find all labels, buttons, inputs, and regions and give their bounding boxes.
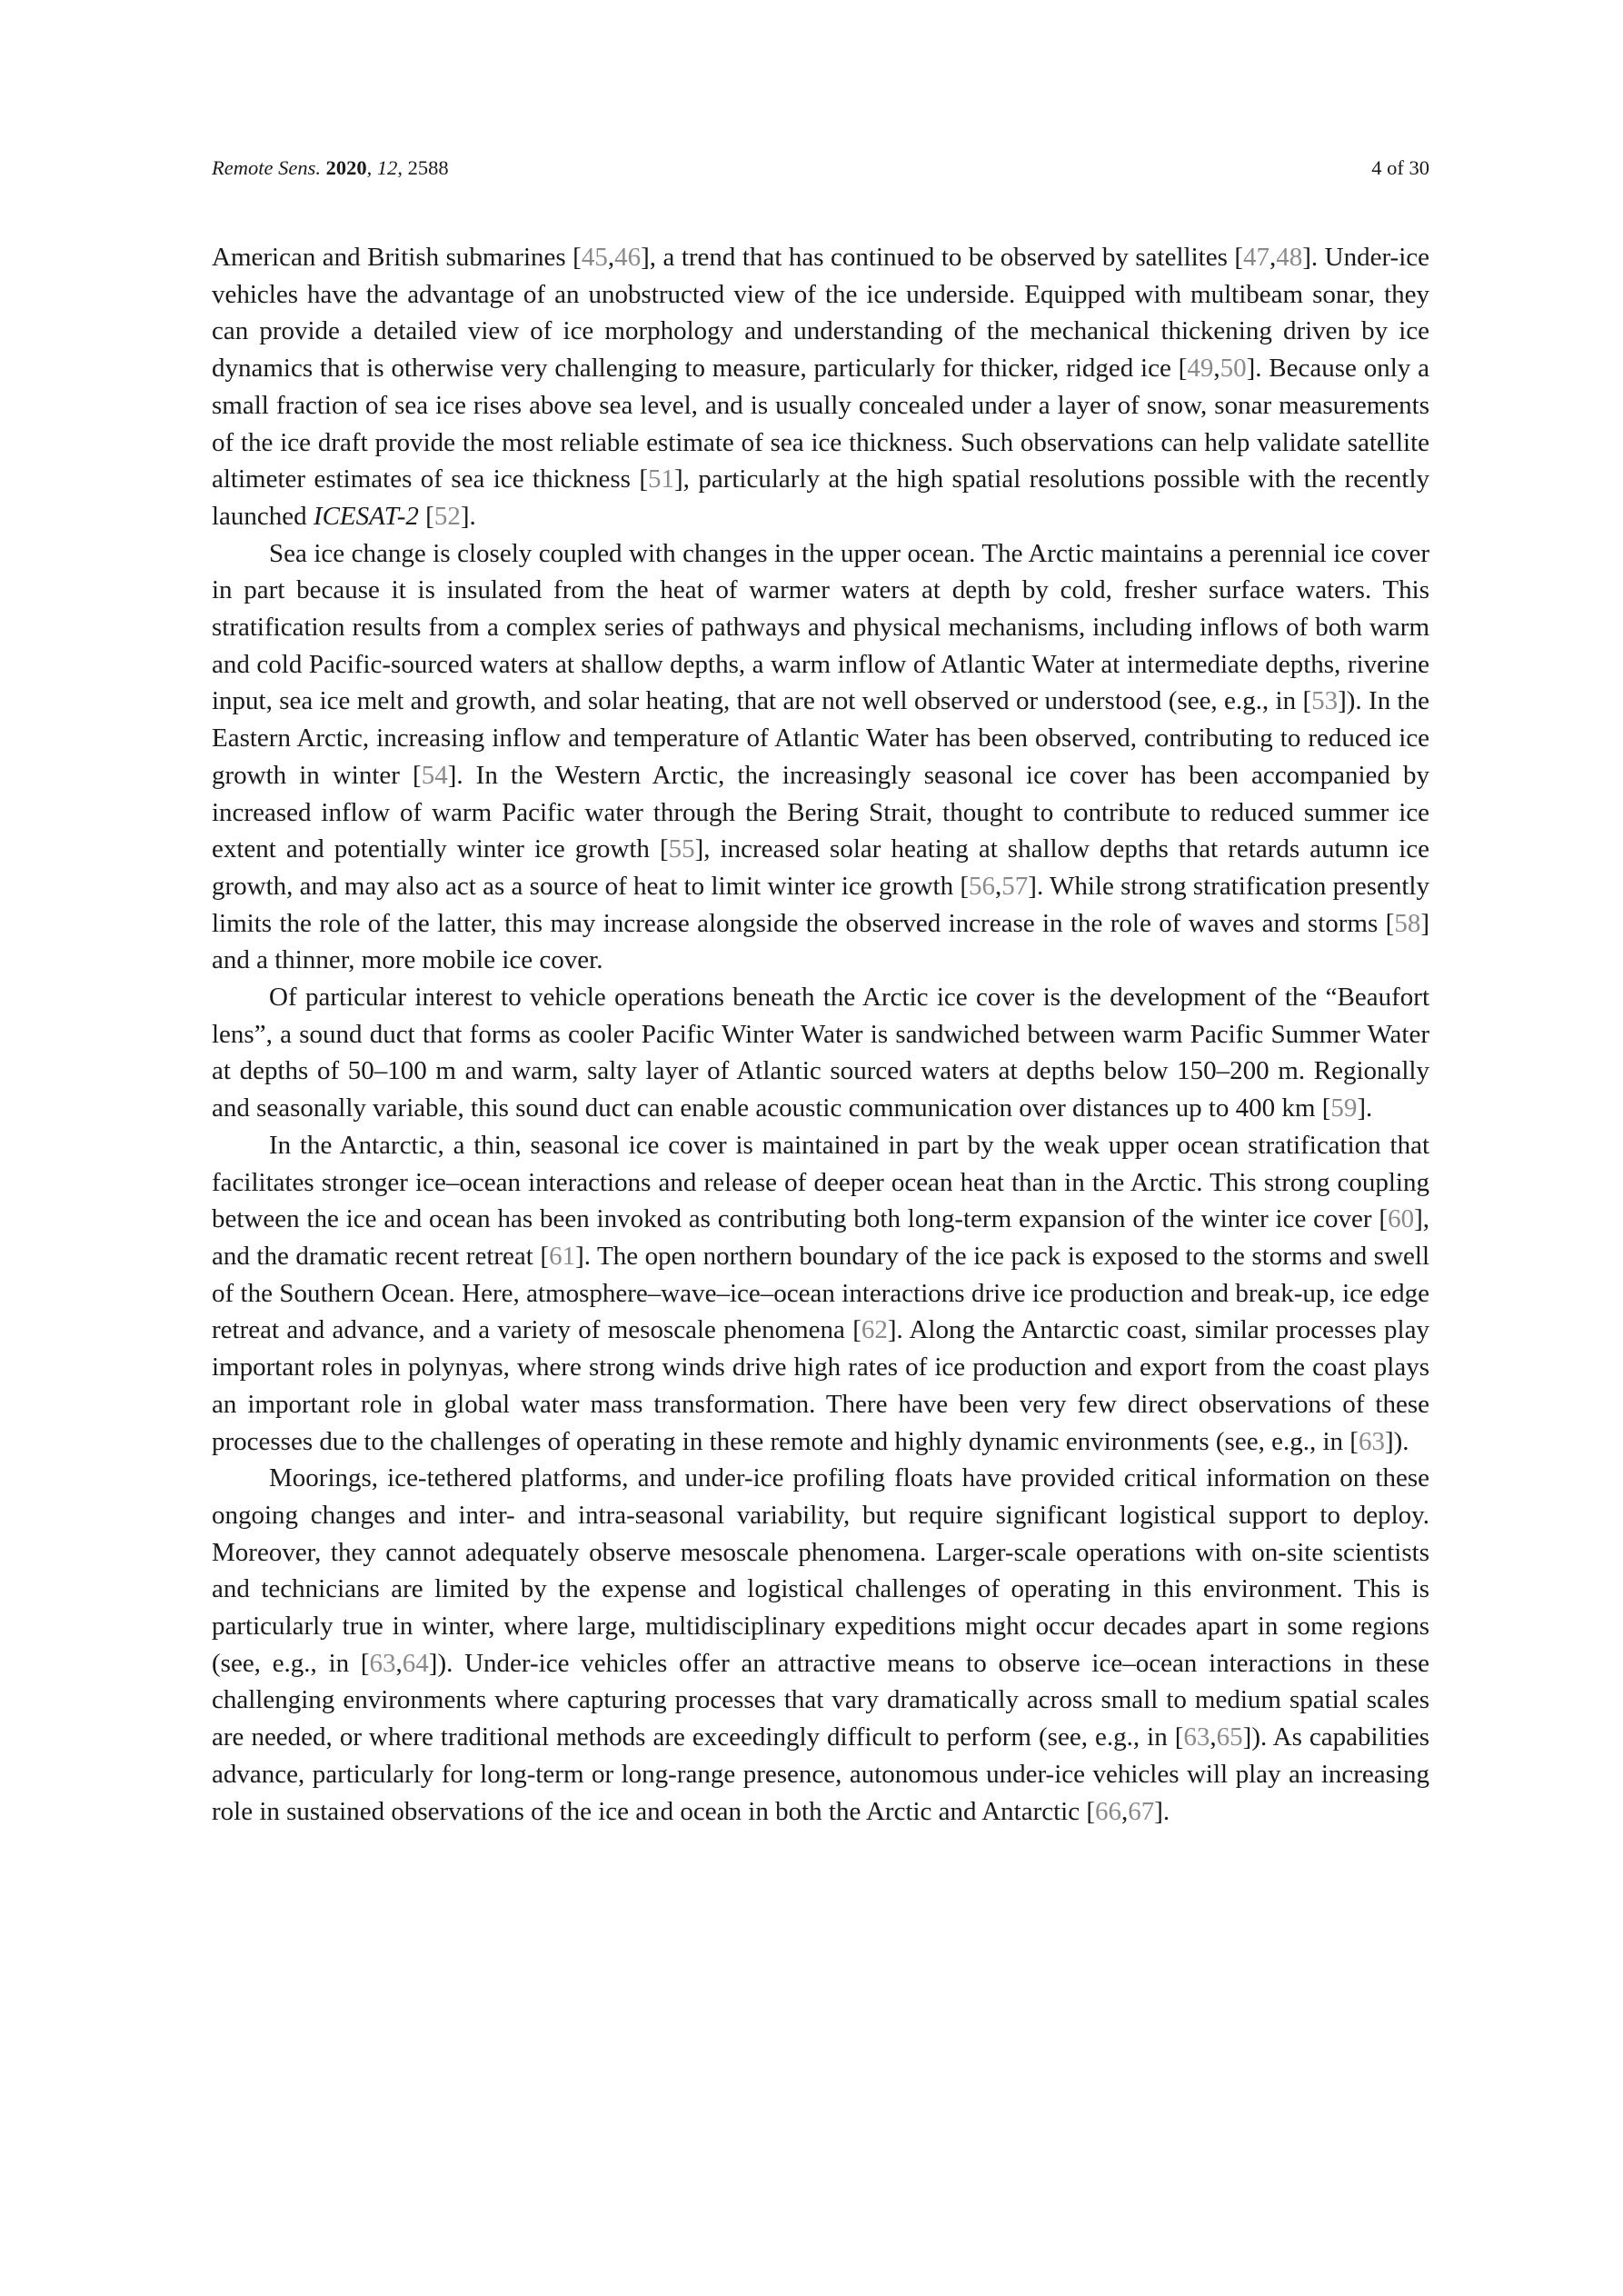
text-run: ].: [460, 501, 476, 531]
citation-link[interactable]: 67: [1128, 1796, 1155, 1826]
citation-link[interactable]: 51: [648, 464, 675, 494]
text-run: ,: [995, 871, 1002, 901]
text-run: ].: [1357, 1093, 1373, 1123]
citation-link[interactable]: 45: [581, 243, 608, 272]
citation-link[interactable]: 62: [861, 1315, 888, 1345]
citation-link[interactable]: 66: [1095, 1796, 1121, 1826]
citation-link[interactable]: 61: [549, 1241, 576, 1271]
text-run: ]. Along the Antarctic coast, similar processes play important roles in polynyas, where strong winds drive high rates of ice production and export from the coast plays an important role in global water mass transformation. There have been very few direct observations of these processes due to the challenges of operating in these remote and highly dynamic environments (see, e.g., in [: [212, 1315, 1429, 1456]
text-run: ,: [1210, 1722, 1217, 1752]
article-number: 2588: [407, 156, 449, 179]
paragraph: [212, 1460, 1429, 1830]
text-run: ]. While strong stratification presently limits the role of the latter, this may increase alongside the observed increase in the role of waves and storms [: [212, 871, 1429, 938]
text-run: ], a trend that has continued to be observed by satellites [: [641, 243, 1244, 272]
paragraph: [212, 1127, 1429, 1460]
citation-link[interactable]: 58: [1394, 908, 1421, 938]
paragraph: [212, 979, 1429, 1127]
running-header: [212, 152, 1429, 185]
text-run: In the Antarctic, a thin, seasonal ice cover is maintained in part by the weak upper ocean stratification that facilitates stronger ice–ocean interactions and release of deeper ocean heat than in the Arctic. This strong coupling between the ice and ocean has been invoked as contributing both long-term expansion of the winter ice cover [: [212, 1130, 1429, 1234]
journal-year: 2020: [325, 156, 367, 179]
citation-link[interactable]: 48: [1276, 243, 1303, 272]
text-run: ,: [1270, 243, 1277, 272]
text-run: ] and a thinner, more mobile ice cover.: [212, 908, 1429, 975]
text-run: ], and the dramatic recent retreat [: [212, 1204, 1429, 1271]
citation-link[interactable]: 65: [1216, 1722, 1243, 1752]
page-number: 4 of 30: [1371, 156, 1429, 179]
text-run: ]. Because only a small fraction of sea ice rises above sea level, and is usually concealed under a layer of snow, sonar measurements of the ice draft provide the most reliable estimate of sea ice thickness. Such observations can help validate satellite altimeter estimates of sea ice thickness [: [212, 354, 1429, 494]
text-run: [: [418, 501, 434, 531]
citation-link[interactable]: 57: [1001, 871, 1029, 901]
citation-link[interactable]: 63: [1183, 1722, 1210, 1752]
paragraph: [212, 239, 1429, 535]
text-run: ]). As capabilities advance, particularly for long-term or long-range presence, autonomous under-ice vehicles will play an increasing role in sustained observations of the ice and ocean in both the Arctic and Antarctic [: [212, 1722, 1429, 1826]
paragraph: [212, 535, 1429, 979]
citation-link[interactable]: 53: [1311, 686, 1339, 716]
citation-link[interactable]: 47: [1243, 243, 1270, 272]
text-run: ]). In the Eastern Arctic, increasing inflow and temperature of Atlantic Water has been observed, contributing to reduced ice growth in winter [: [212, 686, 1429, 790]
citation-link[interactable]: 60: [1388, 1204, 1415, 1234]
citation-link[interactable]: 63: [1358, 1426, 1385, 1456]
text-run: ]. Under-ice vehicles have the advantage of an unobstructed view of the ice underside. Equipped with multibeam sonar, they can provide a detailed view of ice morphology and understanding of the mechanical thickening driven by ice dynamics that is otherwise very challenging to measure, particularly for thicker, ridged ice [: [212, 243, 1430, 384]
citation-link[interactable]: 50: [1220, 354, 1247, 384]
text-run: Moorings, ice-tethered platforms, and under-ice profiling floats have provided critical information on these ongoing changes and inter- and intra-seasonal variability, but require significant logistical support to deploy. Moreover, they cannot adequately observe mesoscale phenomena. Larger-scale operations with on-site scientists and technicians are limited by the expense and logistical challenges of operating in this environment. This is particularly true in winter, where large, multidisciplinary expeditions might occur decades apart in some regions (see, e.g., in [: [212, 1463, 1429, 1678]
text-run: ], increased solar heating at shallow depths that retards autumn ice growth, and may also act as a source of heat to limit winter ice growth [: [212, 834, 1429, 901]
text-run: American and British submarines [: [212, 243, 582, 272]
citation-link[interactable]: 49: [1187, 354, 1214, 384]
text-run: ]). Under-ice vehicles offer an attractive means to observe ice–ocean interactions in these challenging environments where capturing processes that vary dramatically across small to medium spatial scales are needed, or where traditional methods are exceedingly difficult to perform (see, e.g., in [: [212, 1648, 1429, 1752]
text-run: Sea ice change is closely coupled with changes in the upper ocean. The Arctic maintains a perennial ice cover in part because it is insulated from the heat of warmer waters at depth by cold, fresher surface waters. This stratification results from a complex series of pathways and physical mechanisms, including inflows of both warm and cold Pacific-sourced waters at shallow depths, a warm inflow of Atlantic Water at intermediate depths, riverine input, sea ice melt and growth, and solar heating, that are not well observed or understood (see, e.g., in [: [212, 538, 1429, 716]
text-run: ,: [395, 1648, 403, 1678]
citation-link[interactable]: 64: [402, 1648, 429, 1678]
citation-link[interactable]: 63: [369, 1648, 396, 1678]
text-run: ]. The open northern boundary of the ice pack is exposed to the storms and swell of the Southern Ocean. Here, atmosphere–wave–ice–ocean interactions drive ice production and break-up, ice edge retreat and advance, and a variety of mesoscale phenomena [: [212, 1241, 1429, 1345]
citation-link[interactable]: 52: [433, 501, 461, 531]
text-run: ]. In the Western Arctic, the increasingly seasonal ice cover has been accompanied by increased inflow of warm Pacific water through the Bering Strait, thought to contribute to reduced summer ice extent and potentially winter ice growth [: [212, 760, 1429, 864]
text-run: ,: [1121, 1796, 1129, 1826]
text-run: ].: [1154, 1796, 1170, 1826]
text-run: ]).: [1384, 1426, 1409, 1456]
italic-term: ICESAT-2: [313, 501, 419, 531]
text-run: ], particularly at the high spatial resolutions possible with the recently launched: [212, 464, 1429, 531]
citation-link[interactable]: 46: [614, 243, 642, 272]
citation-link[interactable]: 54: [421, 760, 448, 790]
journal-name: Remote Sens.: [212, 156, 321, 179]
text-run: ,: [1213, 354, 1220, 384]
journal-volume: 12: [376, 156, 398, 179]
text-run: Of particular interest to vehicle operations beneath the Arctic ice cover is the development of the “Beaufort lens”, a sound duct that forms as cooler Pacific Winter Water is sandwiched between warm Pacific Summer Water at depths of 50–100 m and warm, salty layer of Atlantic sourced waters at depths below 150–200 m. Regionally and seasonally variable, this sound duct can enable acoustic communication over distances up to 400 km [: [212, 983, 1429, 1123]
citation-link[interactable]: 55: [668, 834, 695, 864]
body-text: [212, 239, 1429, 1830]
citation-link[interactable]: 56: [969, 871, 996, 901]
citation-link[interactable]: 59: [1330, 1093, 1358, 1123]
journal-citation: Remote Sens. 2020, 12, 2588: [212, 156, 449, 179]
text-run: ,: [607, 243, 615, 272]
